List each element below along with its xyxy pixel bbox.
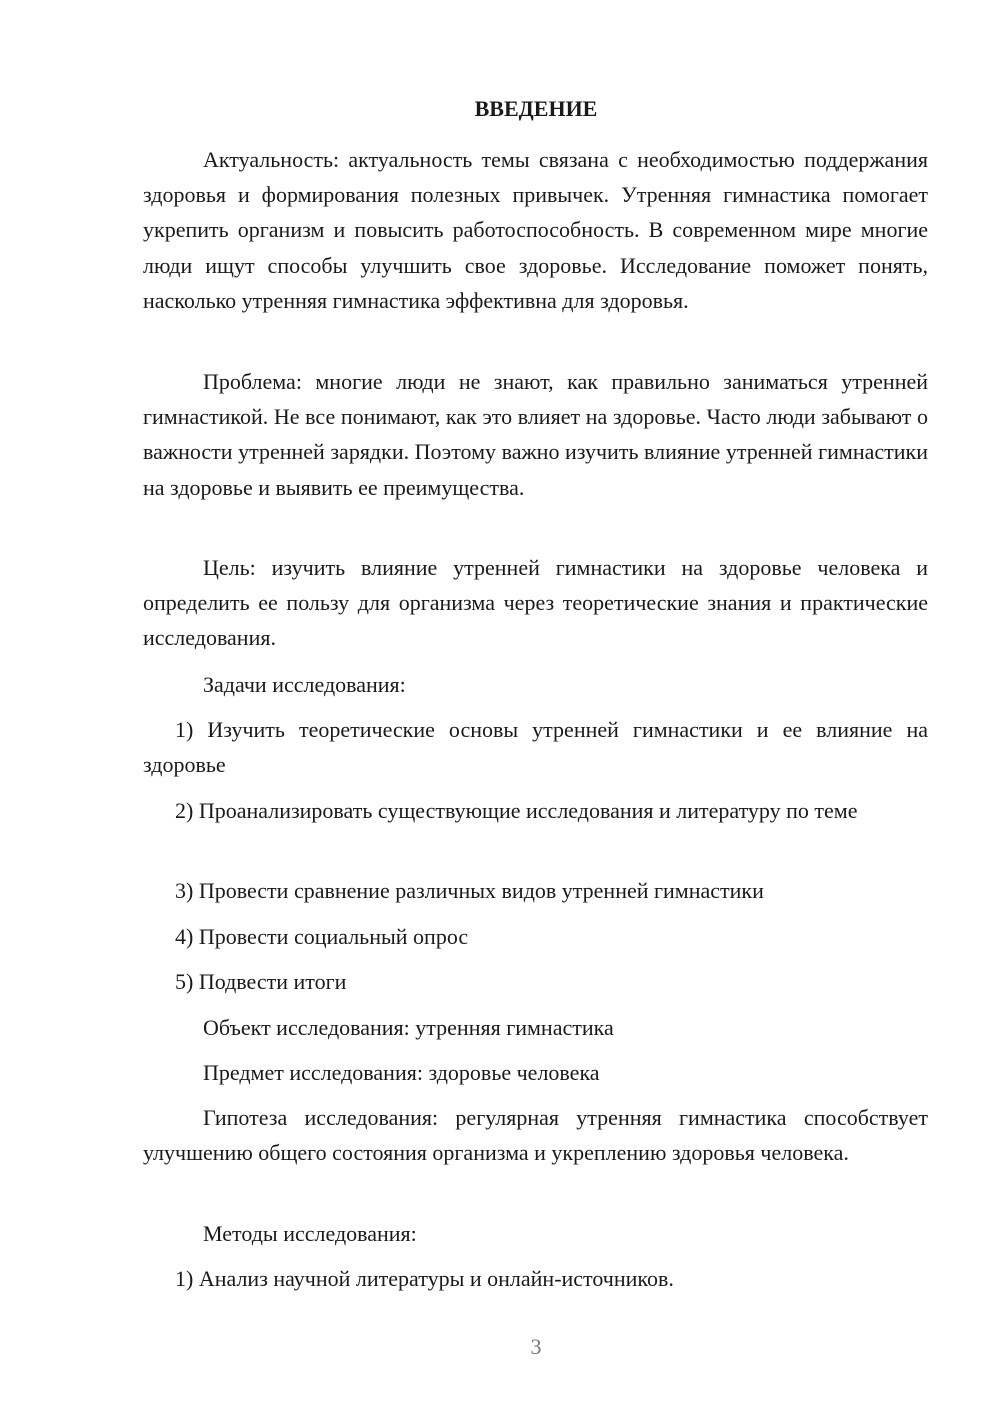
goal-paragraph: Цель: изучить влияние утренней гимнастики на здоровье человека и определить ее пользу для организма через теоретические знания и практические исследования. (143, 555, 928, 651)
problem-paragraph: Проблема: многие люди не знают, как правильно заниматься утренней гимнастикой. Не все понимают, как это влияет на здоровье. Часто люди забывают о важности утренней зарядки. Поэтому важно изучить влияние утренней гимнастики на здоровье и выявить ее преимущества. (143, 369, 928, 500)
page-title: ВВЕДЕНИЕ (474, 96, 598, 121)
task-item-2: 2) Проанализировать существующие исследования и литературу по теме (175, 798, 858, 823)
object-line: Объект исследования: утренняя гимнастика (203, 1015, 614, 1040)
task-item-3: 3) Провести сравнение различных видов утренней гимнастики (175, 878, 764, 903)
method-item-1: 1) Анализ научной литературы и онлайн-источников. (175, 1266, 674, 1291)
relevance-paragraph: Актуальность: актуальность темы связана с необходимостью поддержания здоровья и формирования полезных привычек. Утренняя гимнастика помогает укрепить организм и повысить работоспособность. В современном мире многие люди ищут способы улучшить свое здоровье. Исследование поможет понять, насколько утренняя гимнастика эффективна для здоровья. (143, 147, 928, 313)
task-item-1: 1) Изучить теоретические основы утренней гимнастики и ее влияние на здоровье (143, 717, 928, 778)
hypothesis-paragraph: Гипотеза исследования: регулярная утренняя гимнастика способствует улучшению общего состояния организма и укреплению здоровья человека. (143, 1105, 928, 1166)
methods-heading: Методы исследования: (203, 1221, 417, 1246)
tasks-heading: Задачи исследования: (203, 672, 406, 697)
task-item-5: 5) Подвести итоги (175, 969, 347, 994)
page-number: 3 (530, 1334, 542, 1359)
subject-line: Предмет исследования: здоровье человека (203, 1060, 600, 1085)
task-item-4: 4) Провести социальный опрос (175, 924, 469, 949)
